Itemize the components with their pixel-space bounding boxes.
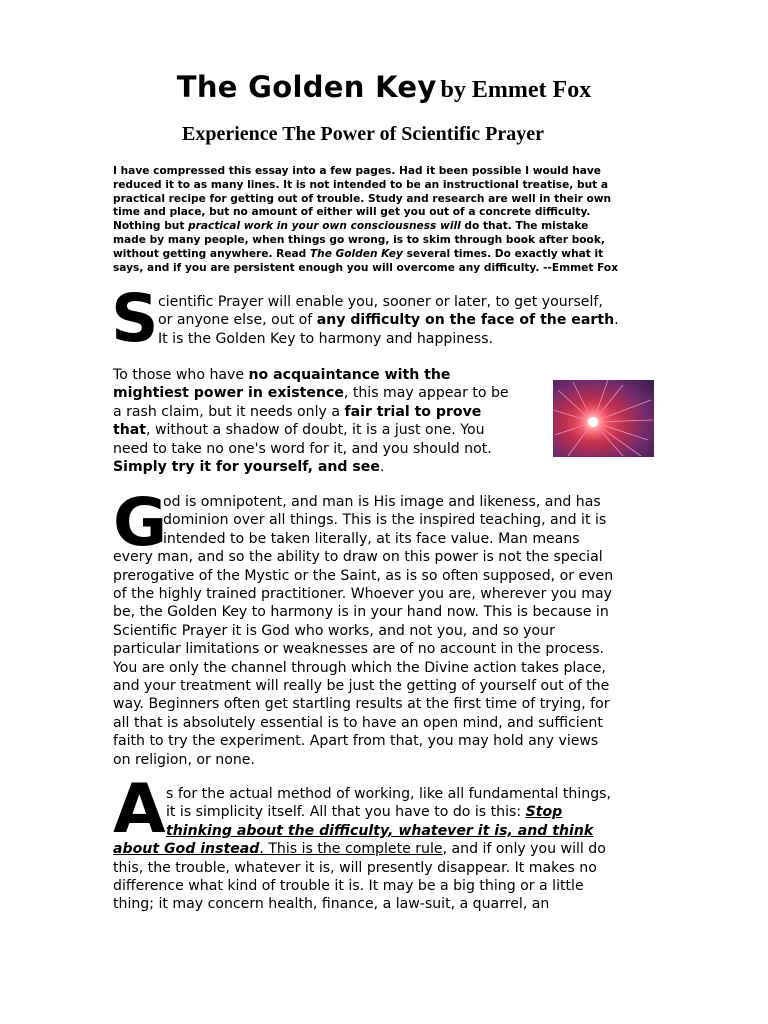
paragraph-line: or anyone else, out of any difficulty on the face of the earth. <box>158 312 619 329</box>
paragraph-line: that, without a shadow of doubt, it is a just one. You <box>113 422 485 439</box>
paragraph-line: Simply try it for yourself, and see. <box>113 459 385 476</box>
intro-line: without getting anywhere. Read The Golden Key several times. Do exactly what it <box>113 247 604 260</box>
paragraph-method <box>113 785 611 914</box>
paragraph-line: s for the actual method of working, like all fundamental things, <box>166 786 611 802</box>
document-title <box>0 70 768 104</box>
paragraph-line: To those who have no acquaintance with the <box>113 367 451 383</box>
emphasis: any difficulty on the face of the earth <box>316 312 615 329</box>
paragraph-line: intended to be taken literally, at its face value. Man means <box>163 530 580 547</box>
paragraph-to-those <box>113 366 509 476</box>
intro-emphasis: practical work in your own consciousness will <box>188 220 461 233</box>
drop-cap-s: S <box>111 280 159 357</box>
paragraph-line: thing; it may concern health, finance, a law-suit, a quarrel, an <box>113 896 550 913</box>
emphasis: thinking about the difficulty, whatever it is, and think <box>166 822 594 839</box>
title-main: The Golden Key <box>176 70 437 104</box>
paragraph-line: and your treatment will really be just the getting of yourself out of the <box>113 678 610 695</box>
plasma-ball-image <box>553 380 654 457</box>
paragraph-line: od is omnipotent, and man is His image and likeness, and has <box>163 494 601 510</box>
paragraph-line: difference what kind of trouble it is. It may be a big thing or a little <box>113 878 584 895</box>
drop-cap-a: A <box>113 770 166 849</box>
paragraph-line: be, the Golden Key to harmony is in your hand now. This is because in <box>113 604 609 621</box>
paragraph-line: It is the Golden Key to harmony and happiness. <box>158 330 494 347</box>
paragraph-line: about God instead. This is the complete rule, and if only you will do <box>113 841 606 858</box>
intro-book-title: The Golden Key <box>309 247 403 260</box>
intro-line: reduced it to as many lines. It is not intended to be an instructional treatise, but a <box>113 178 609 191</box>
paragraph-line: on religion, or none. <box>113 751 255 768</box>
paragraph-line: this, the trouble, whatever it is, will presently disappear. It makes no <box>113 859 597 876</box>
paragraph-scientific-prayer <box>158 293 619 348</box>
emphasis: Stop <box>525 804 563 821</box>
paragraph-god-omnipotent <box>113 493 613 769</box>
paragraph-line: a rash claim, but it needs only a fair trial to prove <box>113 403 482 420</box>
paragraph-line: cientific Prayer will enable you, sooner or later, to get yourself, <box>158 294 603 310</box>
paragraph-line: prerogative of the Mystic or the Saint, as is so often supposed, or even <box>113 567 614 584</box>
title-author: by Emmet Fox <box>440 77 592 103</box>
paragraph-line: need to take no one's word for it, and you should not. <box>113 440 492 457</box>
emphasis: about God instead <box>113 841 260 858</box>
intro-note <box>113 165 651 275</box>
intro-line: made by many people, when things go wrong, is to skim through book after book, <box>113 233 605 246</box>
paragraph-line: mightiest power in existence, this may appear to be <box>113 385 509 402</box>
intro-line: I have compressed this essay into a few pages. Had it been possible I would have <box>113 165 601 177</box>
paragraph-line: of the highly trained practitioner. Whoever you are, wherever you may <box>113 586 612 603</box>
paragraph-line: particular limitations or weaknesses are of no account in the process. <box>113 641 605 658</box>
paragraph-line: all that is absolutely essential is to have an open mind, and sufficient <box>113 714 603 731</box>
paragraph-line: it is simplicity itself. All that you have to do is this: Stop <box>166 804 563 821</box>
paragraph-line <box>113 822 611 840</box>
drop-cap-g: G <box>113 484 168 561</box>
paragraph-line: faith to try the experiment. Apart from that, you may hold any views <box>113 733 599 750</box>
paragraph-line: every man, and so the ability to draw on this power is not the special <box>113 549 603 566</box>
intro-line: Nothing but practical work in your own consciousness will do that. The mistake <box>113 220 589 233</box>
intro-line: says, and if you are persistent enough you will overcome any difficulty. --Emmet Fox <box>113 261 619 274</box>
paragraph-line: dominion over all things. This is the inspired teaching, and it is <box>163 512 607 529</box>
paragraph-line: You are only the channel through which the Divine action takes place, <box>113 659 606 676</box>
intro-line: time and place, but no amount of either will get you out of a concrete difficulty. <box>113 206 591 219</box>
document-subtitle: Experience The Power of Scientific Prayer <box>182 123 544 145</box>
underlined-rule: . This is the complete rule <box>259 841 443 858</box>
intro-line: practical recipe for getting out of trouble. Study and research are well in their own <box>113 192 612 205</box>
paragraph-line: way. Beginners often get startling results at the first time of trying, for <box>113 696 610 713</box>
paragraph-line: Scientific Prayer it is God who works, and not you, and so your <box>113 622 555 639</box>
